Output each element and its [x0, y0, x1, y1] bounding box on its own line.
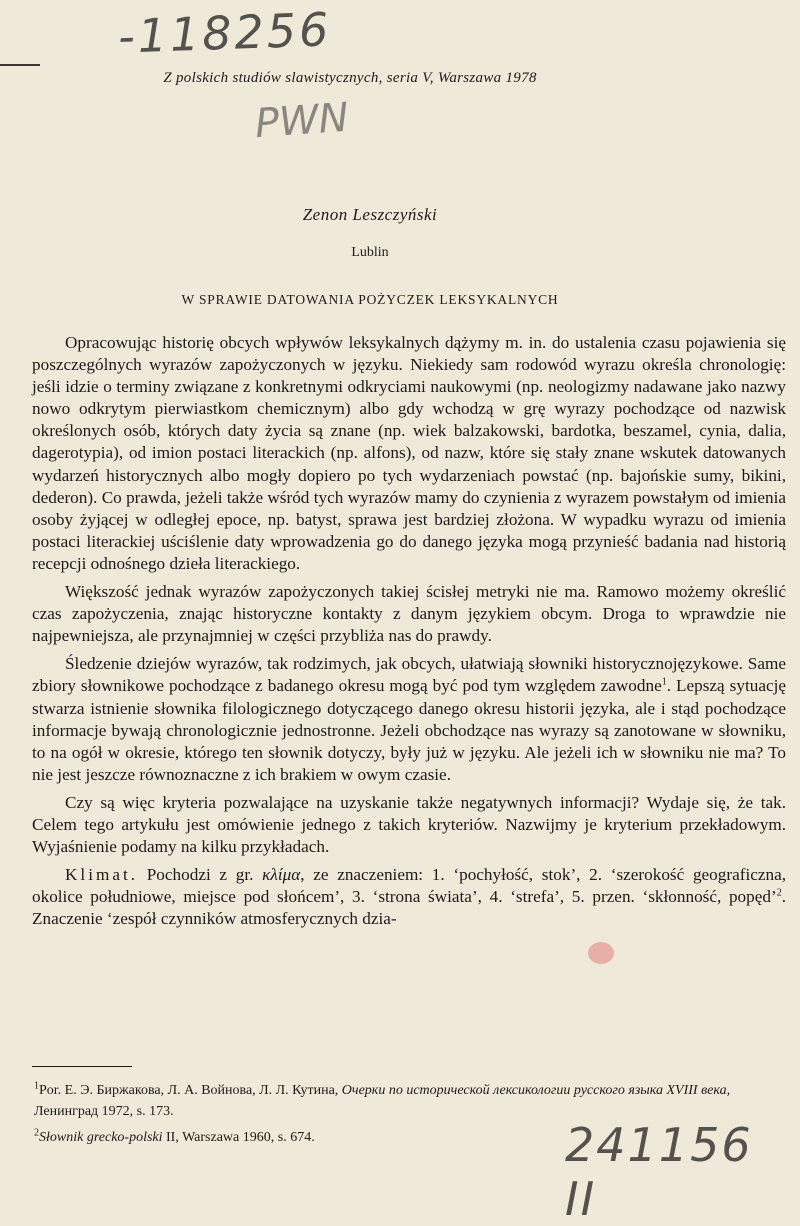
footnote-1-mark: 1: [34, 1080, 39, 1092]
paragraph-3: [32, 653, 786, 786]
greek-word: κλίμα: [262, 865, 301, 885]
paragraph-3-part-1: Śledzenie dziejów wyrazów, tak rodzimych, jak obcych, ułatwiają słowniki historycznojęzykowe. Same zbiory słownikowe pochodzące z badanego okresu mogą być pod tym względem zawodne: [32, 654, 786, 696]
article-title: W SPRAWIE DATOWANIA POŻYCZEK LEKSYKALNYCH: [181, 292, 559, 307]
footnote-rule: [32, 1066, 132, 1067]
author-name: Zenon Leszczyński: [302, 205, 438, 224]
handwritten-catalog-number: -118256: [117, 2, 333, 64]
klimat-headword: Klimat.: [65, 865, 139, 885]
author-city: Lublin: [351, 245, 389, 260]
footnote-1-rest: Ленинград 1972, s. 173.: [34, 1104, 174, 1119]
handwritten-publisher-mark: PWN: [253, 94, 351, 148]
footnote-2-rest: II, Warszawa 1960, s. 674.: [166, 1130, 315, 1145]
series-line: Z polskich studiów slawistycznych, seria V, Warszawa 1978: [163, 70, 537, 86]
paragraph-4: Czy są więc kryteria pozwalające na uzyskanie także negatywnych informacji? Wydaje się, że tak. Celem tego artykułu jest omówienie jednego z takich kryteriów. Nazwijmy je kryterium przekładowym. Wyjaśnienie podamy na kilku przykładach.: [32, 792, 786, 857]
paragraph-klimat: [32, 864, 786, 930]
margin-dash: [0, 64, 40, 66]
footnote-1-title: Очерки по исторической лексикологии русского языка XVIII века,: [341, 1083, 731, 1098]
klimat-text-c: . Znaczenie ‘zespół czynników atmosferycznych dzia-: [32, 887, 786, 929]
article-body: [32, 332, 786, 936]
handwritten-inventory-number: 241156 II: [565, 1118, 753, 1226]
paragraph-2: Większość jednak wyrazów zapożyczonych takiej ścisłej metryki nie ma. Ramowo możemy określić czas zapożyczenia, znając historyczne kontakty z danym językiem obcym. Droga to wprawdzie nie najpewniejsza, ale przynajmniej w części przybliża nas do prawdy.: [32, 582, 786, 646]
footnote-1-author: Por. Е. Э. Биржакова, Л. А. Войнова, Л. Л. Кутина,: [39, 1083, 339, 1098]
footnote-ref-1: 1: [661, 676, 667, 688]
klimat-text-b: , ze znaczeniem: 1. ‘pochyłość, stok’, 2. ‘szerokość geograficzna, okolice południowe, miejsce pod słońcem’, 3. ‘strona świata’, 4. ‘strefa’, 5. przen. ‘skłonność, popęd’: [32, 865, 786, 907]
paragraph-1: Opracowując historię obcych wpływów leksykalnych dążymy m. in. do ustalenia czasu pojawienia się poszczególnych wyrazów zapożyczonych w języku. Niekiedy sam rodowód wyrazu określa chronologię: jeśli idzie o terminy związane z konkretnymi odkryciami naukowymi (np. neologizmy nadawane jako nazwy nowo odkrytym pierwiastkom chemicznym) albo gdy wchodzą w grę wyrazy pochodzące od nazwisk określonych osób, których daty życia są znane (np. wiek balzakowski, bardotka, beszamel, cynia, dalia, dagerotypia), od imion postaci literackich (np. alfons), od nazw, które się stały znane wskutek datowanych wydarzeń historycznych albo mogły dopiero po tych wydarzeniach powstać (np. bajońskie sumy, bikini, dederon). Co prawda, jeżeli także wśród tych wyrazów mamy do czynienia z wyrazem powstałym od imienia osoby żyjącej w odległej epoce, np. batyst, sprawa jest bardziej złożona. W wypadku wyrazu od imienia postaci literackiej uściślenie daty wprowadzenia go do danego języka mogą przynieść badania nad historią recepcji odnośnego dzieła literackiego.: [32, 333, 786, 573]
ink-stain: [588, 942, 614, 964]
footnote-2-title: Słownik grecko-polski: [39, 1130, 163, 1145]
footnote-ref-2: 2: [776, 887, 782, 899]
klimat-text-a: Pochodzi z gr.: [146, 865, 254, 885]
footnote-2-mark: 2: [34, 1127, 39, 1139]
footnote-1: [34, 1080, 774, 1122]
paragraph-3-part-2: . Lepszą sytuację stwarza istnienie słownika filologicznego dotyczącego danego okresu historii języka, ale i stąd pochodzące informacje bywają chronologicznie jednostronne. Jeżeli obchodzące nas wyrazy są zanotowane w słowniku, to na ogół w okresie, którego ten słownik dotyczy, były już w języku. Ale jeżeli ich w słowniku nie ma? To nie jest jeszcze równoznaczne z ich brakiem w owym czasie.: [32, 676, 786, 784]
